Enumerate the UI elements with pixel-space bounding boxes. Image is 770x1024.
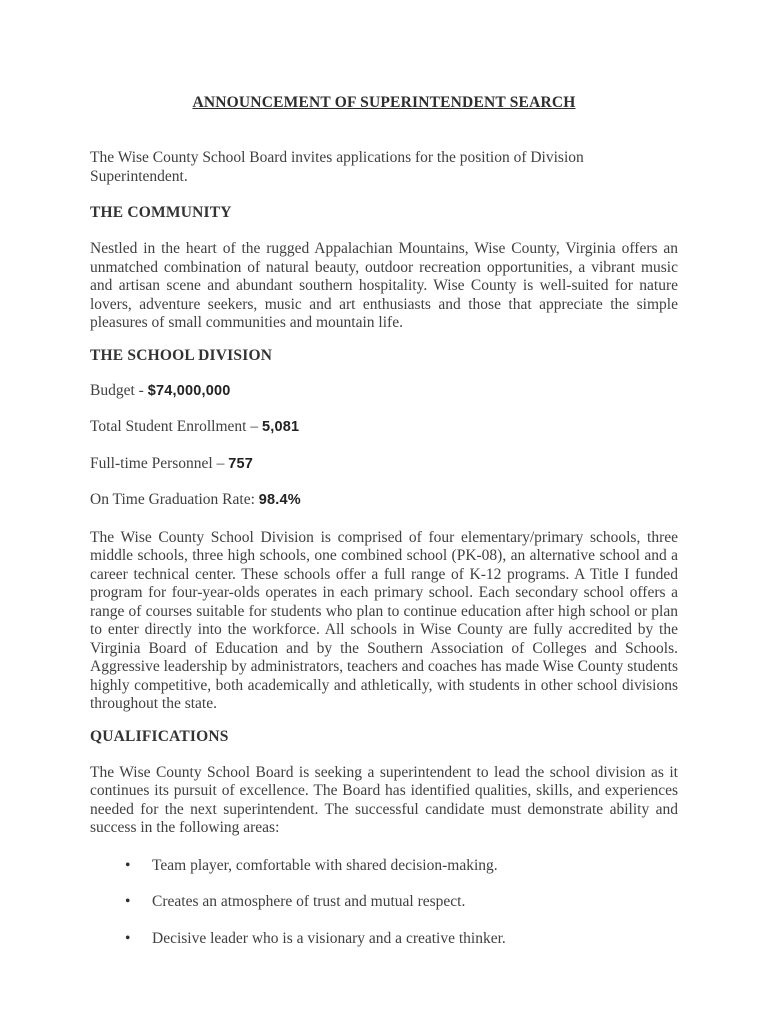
list-item (90, 857, 678, 876)
list-item (90, 893, 678, 912)
stat-personnel-label: Full-time Personnel – (90, 454, 229, 472)
stat-enrollment (90, 418, 678, 437)
stat-budget-value: $74,000,000 (147, 382, 231, 399)
stat-budget-label: Budget - (90, 381, 148, 399)
stat-graduation-rate (90, 491, 678, 510)
document-title: ANNOUNCEMENT OF SUPERINTENDENT SEARCH (192, 94, 576, 111)
school-division-paragraph: The Wise County School Division is comprised of four elementary/primary schools, three middle schools, three high schools, one combined school (PK-08), an alternative school and a career technical center. These schools offer a full range of K-12 programs. A Title I funded program for four-year-olds operates in each primary school. Each secondary school offers a range of courses suitable for students who plan to continue education after high school or plan to enter directly into the workforce. All schools in Wise County are fully accredited by the Virginia Board of Education and by the Southern Association of Colleges and Schools. Aggressive leadership by administrators, teachers and coaches has made Wise County students highly competitive, both academically and athletically, with students in other school divisions throughout the state. (90, 528, 678, 712)
community-paragraph: Nestled in the heart of the rugged Appalachian Mountains, Wise County, Virginia offers an unmatched combination of natural beauty, outdoor recreation opportunities, a vibrant music and artisan scene and abundant southern hospitality. Wise County is well-suited for nature lovers, adventure seekers, music and art enthusiasts and those that appreciate the simple pleasures of small communities and mountain life. (90, 240, 678, 331)
bullet-icon: • (125, 856, 131, 874)
list-item-text: Decisive leader who is a visionary and a creative thinker. (152, 929, 506, 947)
stat-personnel-value: 757 (228, 455, 253, 472)
list-item (90, 930, 678, 949)
community-heading: THE COMMUNITY (90, 204, 232, 221)
qualifications-paragraph: The Wise County School Board is seeking a superintendent to lead the school division as it continues its pursuit of excellence. The Board has identified qualities, skills, and experiences needed for the next superintendent. The successful candidate must demonstrate ability and success in the following areas: (90, 763, 678, 836)
school-division-heading: THE SCHOOL DIVISION (90, 346, 273, 364)
stat-graduation-rate-value: 98.4% (258, 492, 301, 508)
bullet-icon: • (125, 929, 131, 947)
bullet-icon: • (125, 893, 131, 910)
stat-enrollment-label: Total Student Enrollment – (90, 418, 262, 435)
stat-personnel (90, 455, 678, 474)
stat-graduation-rate-label: On Time Graduation Rate: (90, 491, 259, 508)
stat-budget (90, 382, 678, 401)
qualifications-heading: QUALIFICATIONS (90, 727, 229, 745)
qualifications-list (90, 857, 678, 949)
intro-paragraph: The Wise County School Board invites applications for the position of Division Superintendent. (90, 149, 584, 185)
list-item-text: Creates an atmosphere of trust and mutual respect. (152, 893, 466, 910)
stat-enrollment-value: 5,081 (261, 419, 300, 435)
list-item-text: Team player, comfortable with shared decision-making. (152, 856, 498, 874)
